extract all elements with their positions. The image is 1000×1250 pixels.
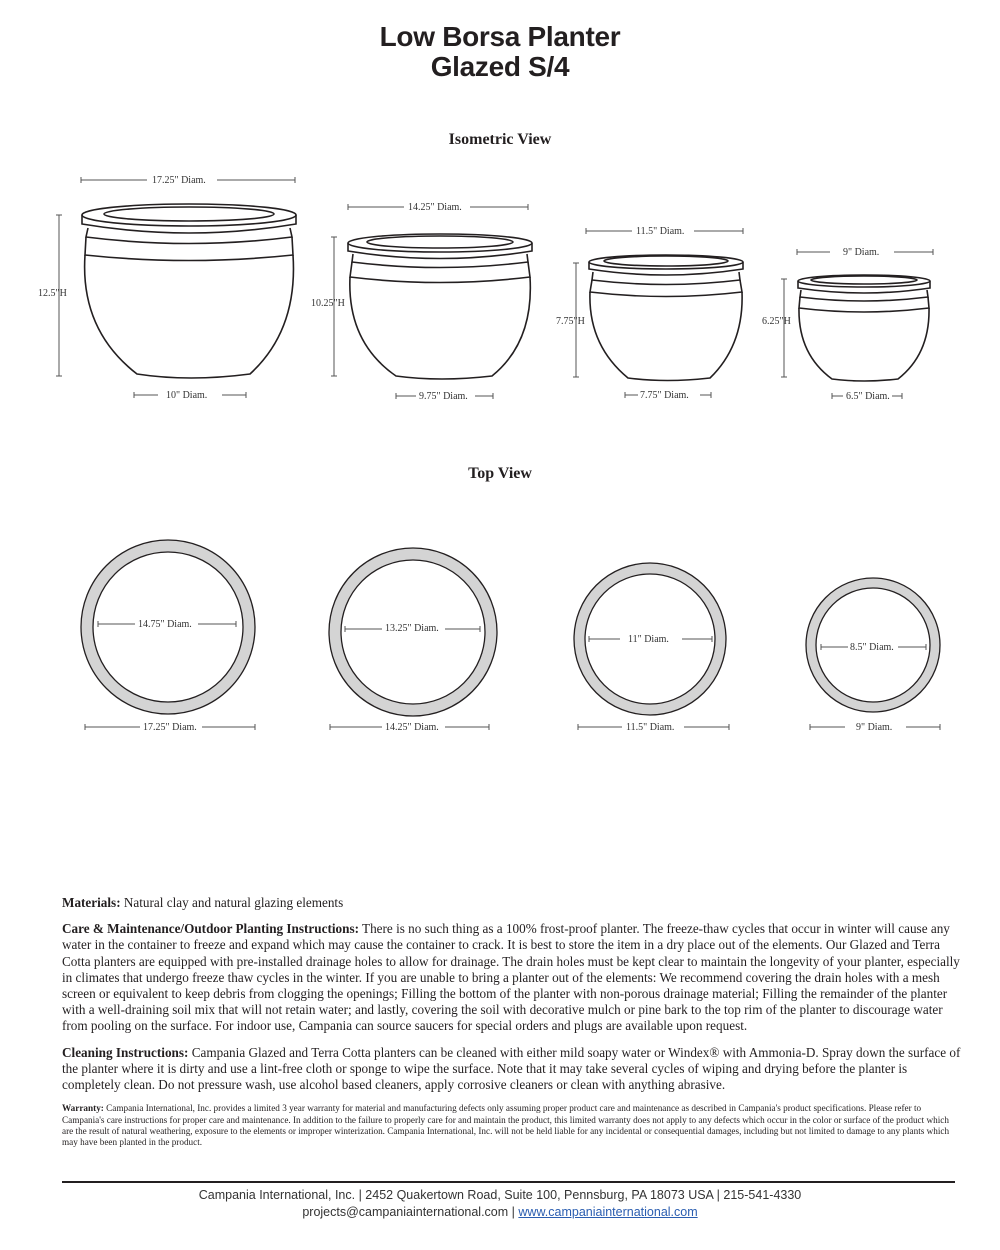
planter-3-top-diam-label: 11.5" Diam. <box>636 226 685 237</box>
title-line-1: Low Borsa Planter <box>379 21 621 52</box>
warranty-label: Warranty: <box>62 1103 104 1114</box>
care-paragraph <box>62 921 962 1034</box>
care-text: There is no such thing as a 100% frost-proof planter. The freeze-thaw cycles that occur in winter will cause any water in the container to freeze and expand which may cause the container to crack. It is best to store the item in a dry place out of the elements. Our Glazed and Terra Cotta planters are equipped with pre-installed drainage holes to allow for drainage. The drain holes must be kept clear to maintain the longevity of your planter, especially in climates that undergo freeze thaw cycles in the winter. If you are unable to bring a planter out of the elements: We recommend covering the drain holes with a mesh screen or equivalent to keep debris from clogging the openings; Filling the bottom of the planter with non-porous drainage material; Filling the remainder of the planter with a well-draining soil mix that will not retain water; and lastly, covering the soil with decorative mulch or pine bark to the top rim of the planter to discourage water from pooling on the surface. For indoor use, Campania can source saucers for special orders and plugs are available upon request. <box>62 921 960 1034</box>
footer-email: projects@campaniainternational.com <box>302 1205 509 1219</box>
planter-4-height-label: 6.25"H <box>762 316 791 327</box>
materials-text: Natural clay and natural glazing elements <box>123 895 344 910</box>
footer-address: Campania International, Inc. | 2452 Quakertown Road, Suite 100, Pennsburg, PA 18073 USA | 215-541-4330 <box>198 1188 802 1202</box>
planter-1-top-diam-label: 17.25" Diam. <box>152 175 206 186</box>
planter-3-height-label: 7.75"H <box>556 316 585 327</box>
footer-website-link[interactable]: www.campaniainternational.com <box>518 1205 698 1219</box>
cleaning-paragraph <box>62 1045 962 1094</box>
isometric-view-title: Isometric View <box>448 131 552 148</box>
planter-2-inner-diam-label: 13.25" Diam. <box>385 623 439 634</box>
planter-2-top-diam-label: 14.25" Diam. <box>408 202 462 213</box>
planter-4-outer-diam-label: 9" Diam. <box>856 722 893 733</box>
footer-separator: | <box>508 1205 519 1219</box>
care-label: Care & Maintenance/Outdoor Planting Instructions: <box>62 921 359 937</box>
materials-label: Materials: <box>62 895 121 910</box>
product-details <box>62 895 962 1149</box>
planter-2-outer-diam-label: 14.25" Diam. <box>385 722 439 733</box>
planter-2-height-label: 10.25"H <box>311 298 345 309</box>
warranty-paragraph <box>62 1103 962 1149</box>
top-view-title: Top View <box>468 465 532 482</box>
planter-4-base-diam-label: 6.5" Diam. <box>846 391 890 402</box>
footer-contact <box>0 1204 1000 1221</box>
planter-3-inner-diam-label: 11" Diam. <box>628 634 669 645</box>
cleaning-label: Cleaning Instructions: <box>62 1044 189 1060</box>
cleaning-text: Campania Glazed and Terra Cotta planters can be cleaned with either mild soapy water or Windex® with Ammonia-D. Spray down the surface of the planter where it is dirty and use a lint-free cloth or sponge to wipe the surface. Note that it may take several cycles of wiping and drying before the planter is completely clean. Do not pressure wash, use alcohol based cleaners, apply corrosive cleaners or clean with anything abrasive. <box>62 1044 961 1093</box>
planter-4-top-diam-label: 9" Diam. <box>843 247 880 258</box>
planter-3-outer-diam-label: 11.5" Diam. <box>626 722 675 733</box>
planter-3-base-diam-label: 7.75" Diam. <box>640 390 689 401</box>
materials-paragraph <box>62 895 962 911</box>
planter-1-outer-diam-label: 17.25" Diam. <box>143 722 197 733</box>
footer-divider <box>62 1181 955 1183</box>
planter-2-base-diam-label: 9.75" Diam. <box>419 391 468 402</box>
title-line-2: Glazed S/4 <box>430 51 570 82</box>
planter-1-inner-diam-label: 14.75" Diam. <box>138 619 192 630</box>
footer <box>0 1187 1000 1221</box>
planter-1-height-label: 12.5"H <box>38 288 67 299</box>
planter-1-base-diam-label: 10" Diam. <box>166 390 208 401</box>
planter-4-inner-diam-label: 8.5" Diam. <box>850 642 894 653</box>
warranty-text: Campania International, Inc. provides a limited 3 year warranty for material and manufacturing defects only assuming proper product care and maintenance as described in Campania's product specifications. Please refer to Campania's care instructions for proper care and maintenance. In addition to the failure to properly care for and maintain the product, this limited warranty does not apply to any defects which occur in the color or surface of the product which are the result of natural weathering, exposure to the elements or improper winterization. Campania International, Inc. will not be held liable for any incidental or consequential damages, including but not limited to damage to any plants which may have been planted in the product. <box>62 1103 950 1148</box>
